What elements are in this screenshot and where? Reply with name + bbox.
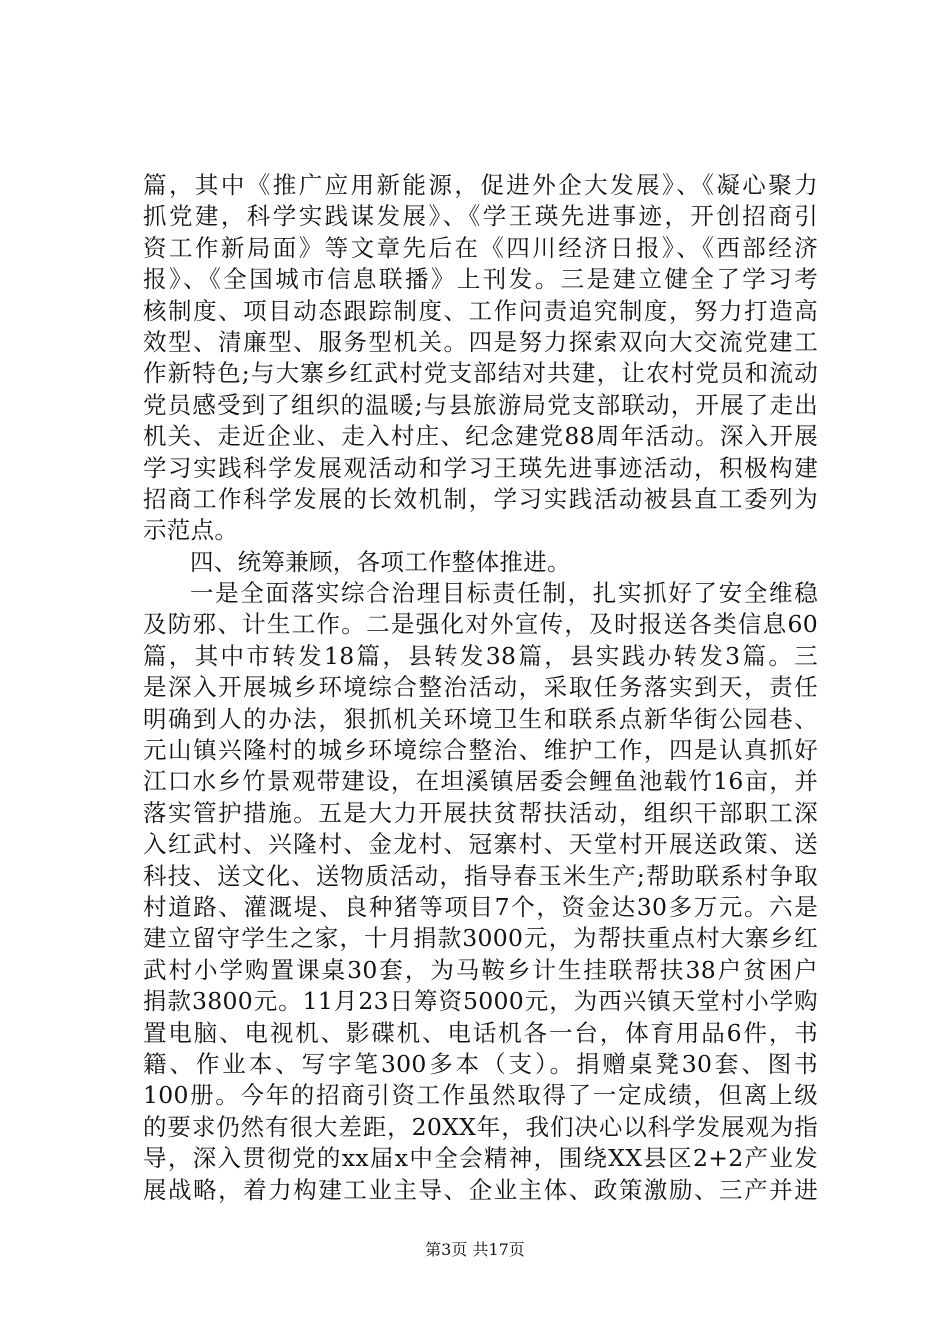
text-line: 效型、清廉型、服务型机关。四是努力探索双向大交流党建工	[143, 327, 818, 356]
text-line: 籍、作业本、写字笔300多本（支）。捐赠桌凳30套、图书	[143, 1049, 818, 1078]
text-line: 及防邪、计生工作。二是强化对外宣传，及时报送各类信息60	[143, 610, 818, 639]
text-line: 江口水乡竹景观带建设，在坦溪镇居委会鲤鱼池载竹16亩，并	[143, 767, 818, 796]
text-line: 村道路、灌溉堤、良种猪等项目7个，资金达30多万元。六是	[143, 892, 818, 921]
text-line: 篇，其中市转发18篇，县转发38篇，县实践办转发3篇。三	[143, 641, 818, 670]
text-line: 示范点。	[143, 516, 239, 545]
text-line: 四、统筹兼顾，各项工作整体推进。	[190, 547, 571, 576]
text-line: 是深入开展城乡环境综合整治活动，采取任务落实到天，责任	[143, 673, 818, 702]
body-text	[143, 170, 818, 1206]
text-line: 科技、送文化、送物质活动，指导春玉米生产;帮助联系村争取	[143, 861, 818, 890]
text-line: 篇，其中《推广应用新能源，促进外企大发展》、《凝心聚力	[143, 171, 818, 199]
text-line: 一是全面落实综合治理目标责任制，扎实抓好了安全维稳	[190, 579, 818, 608]
text-line: 抓党建，科学实践谋发展》、《学王瑛先进事迹，开创招商引	[143, 202, 818, 231]
text-line: 建立留守学生之家，十月捐款3000元，为帮扶重点村大寨乡红	[143, 924, 818, 953]
text-line: 展战略，着力构建工业主导、企业主体、政策激励、三产并进	[143, 1175, 818, 1204]
text-line: 的要求仍然有很大差距，20XX年，我们决心以科学发展观为指	[143, 1112, 818, 1141]
text-line: 资工作新局面》等文章先后在《四川经济日报》、《西部经济	[143, 233, 818, 262]
text-line: 核制度、项目动态跟踪制度、工作问责追究制度，努力打造高	[143, 296, 818, 325]
text-line: 武村小学购置课桌30套，为马鞍乡计生挂联帮扶38户贫困户	[143, 955, 818, 984]
text-line: 党员感受到了组织的温暖;与县旅游局党支部联动，开展了走出	[143, 390, 818, 419]
text-line: 捐款3800元。11月23日筹资5000元，为西兴镇天堂村小学购	[143, 987, 818, 1016]
text-line: 导，深入贯彻党的xx届x中全会精神，围绕XX县区2+2产业发	[143, 1144, 818, 1173]
text-line: 招商工作科学发展的长效机制，学习实践活动被县直工委列为	[143, 484, 818, 513]
page-footer: 第3页 共17页	[425, 1240, 525, 1259]
text-line: 报》、《全国城市信息联播》上刊发。三是建立健全了学习考	[143, 265, 818, 294]
text-line: 元山镇兴隆村的城乡环境综合整治、维护工作，四是认真抓好	[143, 736, 818, 765]
text-line: 学习实践科学发展观活动和学习王瑛先进事迹活动，积极构建	[143, 453, 818, 482]
text-line: 100册。今年的招商引资工作虽然取得了一定成绩，但离上级	[143, 1081, 818, 1110]
text-line: 置电脑、电视机、影碟机、电话机各一台，体育用品6件，书	[143, 1018, 818, 1047]
text-line: 入红武村、兴隆村、金龙村、冠寨村、天堂村开展送政策、送	[143, 830, 818, 859]
text-line: 作新特色;与大寨乡红武村党支部结对共建，让农村党员和流动	[143, 359, 818, 388]
text-line: 机关、走近企业、走入村庄、纪念建党88周年活动。深入开展	[143, 422, 818, 451]
text-line: 落实管护措施。五是大力开展扶贫帮扶活动，组织干部职工深	[143, 798, 818, 827]
text-line: 明确到人的办法，狠抓机关环境卫生和联系点新华街公园巷、	[143, 704, 818, 733]
